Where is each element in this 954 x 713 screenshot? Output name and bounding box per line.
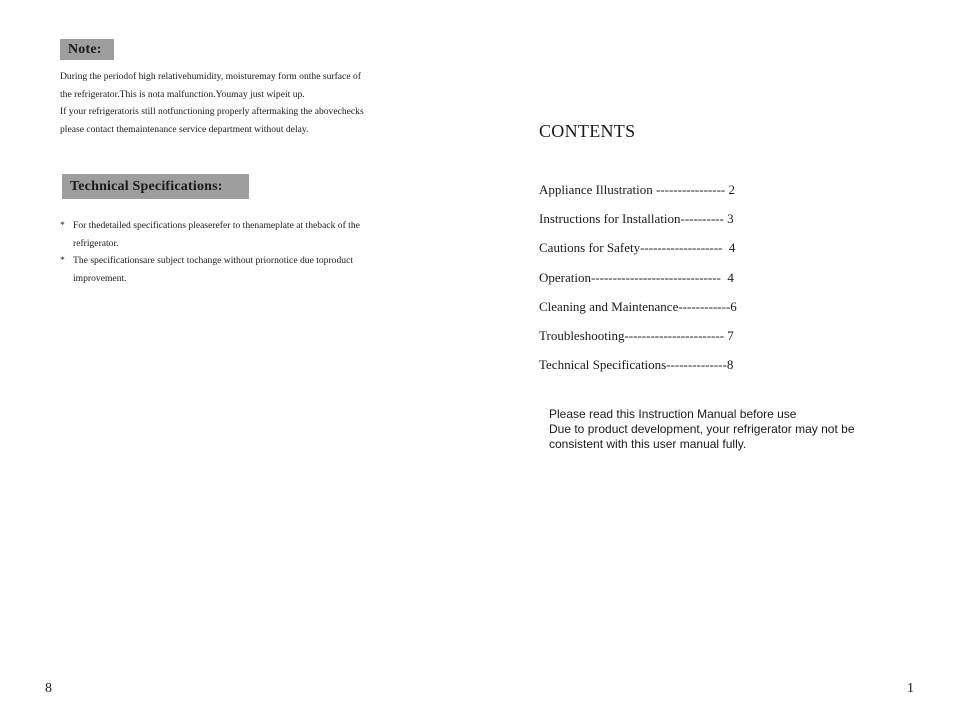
toc-entry[interactable]: Appliance Illustration ---------------- 2 [539,182,735,197]
spec-item [60,217,450,252]
page-number-right: 1 [907,681,914,696]
toc-entry[interactable]: Operation------------------------------ 4 [539,269,734,285]
bullet-asterisk: * [60,255,65,266]
note-line: please contact themaintenance service department without delay. [60,123,309,135]
table-of-contents [539,180,737,384]
page-number-left: 8 [45,681,52,696]
spec-line: improvement. [73,272,127,284]
spec-item [60,252,450,287]
toc-entry[interactable]: Troubleshooting----------------------- 7 [539,327,734,343]
note-line: If your refrigeratoris still notfunctioning properly aftermaking the abovechecks [60,106,364,117]
toc-entry[interactable]: Technical Specifications--------------8 [539,357,734,373]
note-line: the refrigerator.This is nota malfunction.Youmay just wipeit up. [60,88,305,100]
note-paragraph [60,68,450,138]
spec-line: The specificationsare subject tochange without priornotice due toproduct [73,255,353,266]
toc-entry[interactable]: Cautions for Safety------------------- 4 [539,240,736,256]
spec-line: refrigerator. [73,237,119,249]
toc-entry[interactable]: Instructions for Installation---------- 3 [539,211,734,227]
bullet-asterisk: * [60,220,65,231]
notice-line: Due to product development, your refrigerator may not be [549,422,855,436]
technical-specifications-heading: Technical Specifications: [62,174,249,199]
notice-line: Please read this Instruction Manual before use [549,407,797,421]
toc-entry[interactable]: Cleaning and Maintenance------------6 [539,298,737,314]
manual-notice [549,407,909,452]
spec-list [60,217,450,287]
spec-line: For thedetailed specifications pleaserefer to thenameplate at theback of the [73,220,360,231]
note-line: During the periodof high relativehumidity, moisturemay form onthe surface of [60,71,361,82]
contents-title: CONTENTS [539,121,636,141]
note-heading: Note: [60,39,114,60]
notice-line: consistent with this user manual fully. [549,437,747,451]
